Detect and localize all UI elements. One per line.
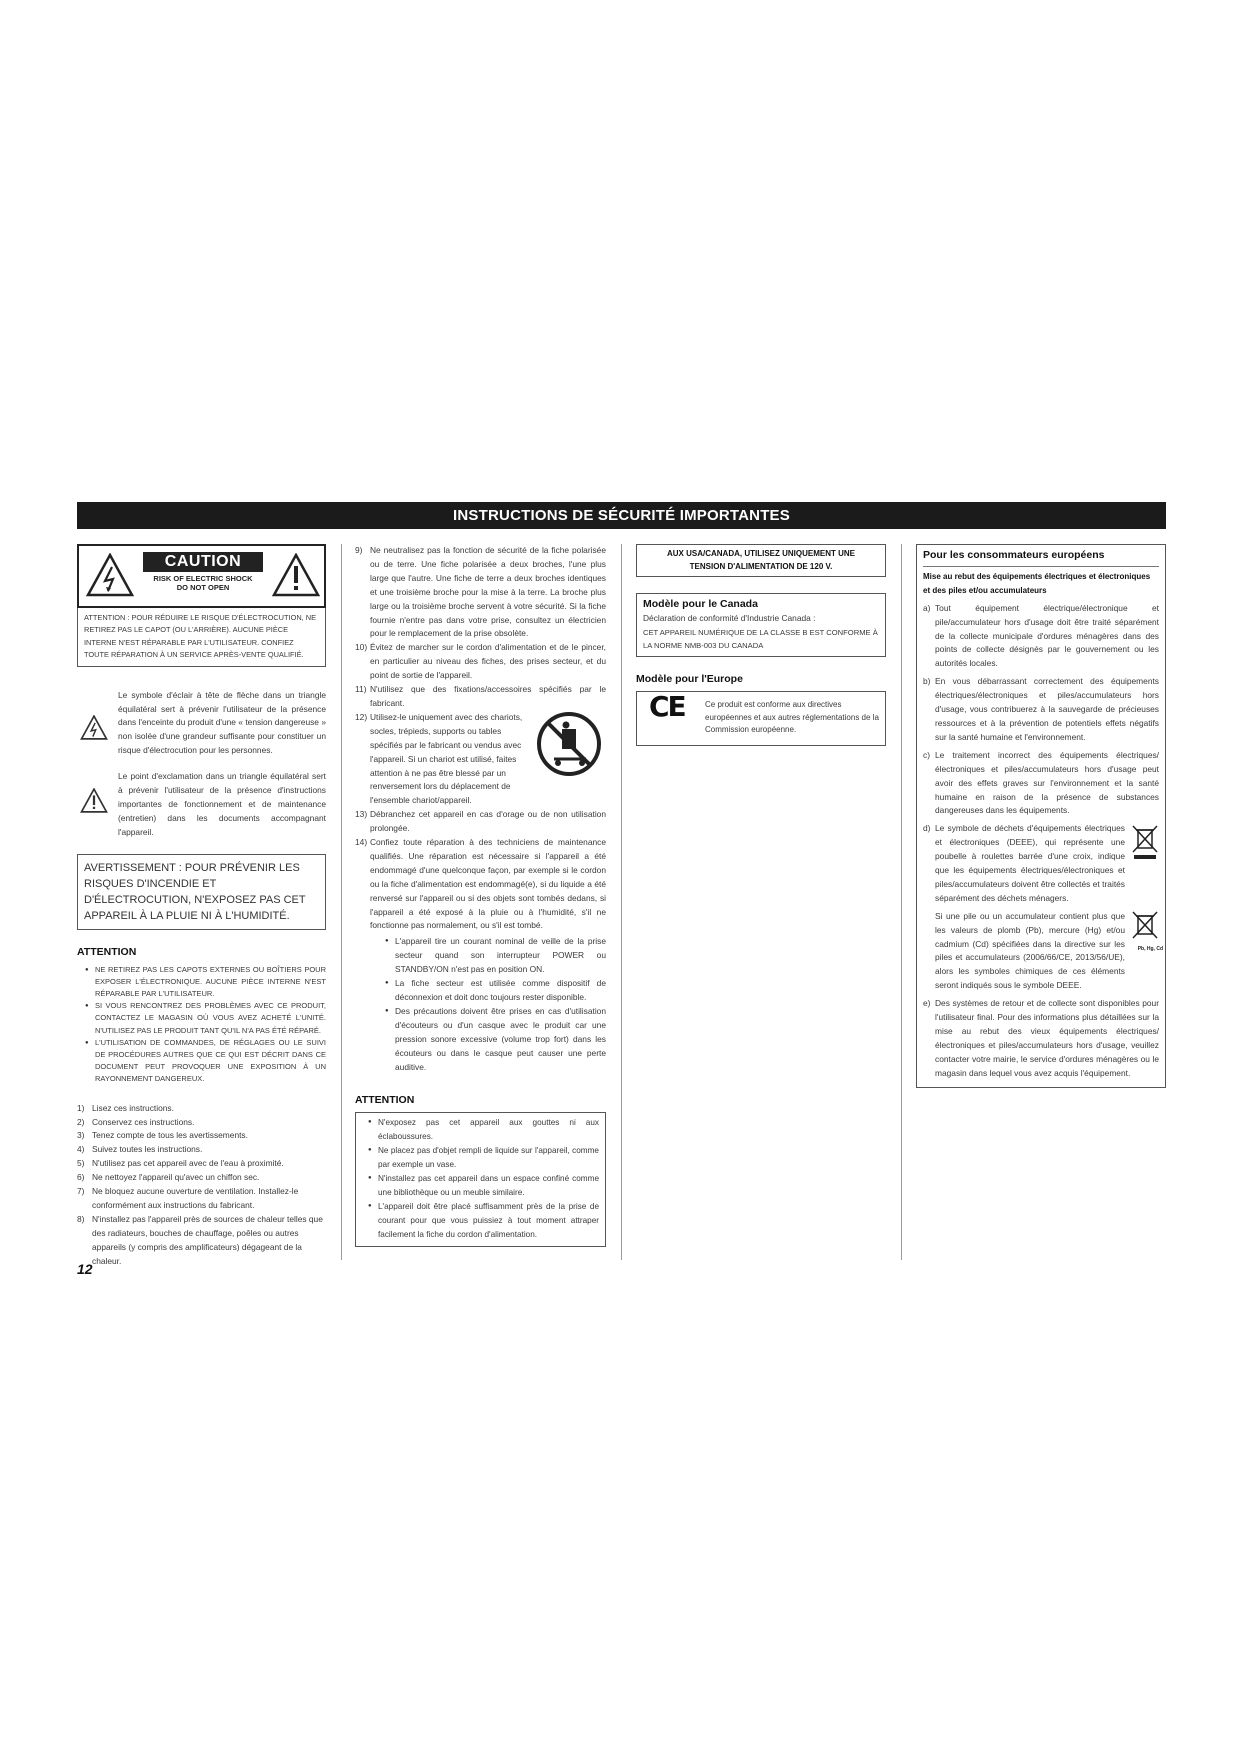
europe-title: Modèle pour l'Europe <box>636 672 743 685</box>
canada-box <box>636 593 886 657</box>
caution-line-1: RISK OF ELECTRIC SHOCK <box>153 574 253 583</box>
exclamation-explanation-text: Le point d'exclamation dans un triangle équilatéral sert à prévenir l'utilisateur de la présence d'instructions importantes de fonctionnement et de maintenance (entretien) dans les documents accompagnant l'appareil. <box>118 771 326 837</box>
europe-box <box>636 691 886 746</box>
disposal-item: e) Des systèmes de retour et de collecte sont disponibles pour l'utilisateur final. Pour des informations plus détaillées sur la mise au rebut des vieux équipements électriques/électroniques et piles/accumulateurs hors d'usage, veuillez contacter votre mairie, le service d'ordures ménagères ou le magasin dans lequel vous avez acquis l'équipement. <box>923 998 1159 1078</box>
instruction-item: 13) Débranchez cet appareil en cas d'orage ou de non utilisation prolongée. <box>355 809 606 834</box>
weee-battery-bin-icon <box>1131 910 1159 942</box>
attention-box <box>355 1112 606 1246</box>
lightning-triangle-icon <box>80 715 108 740</box>
column-divider <box>341 544 342 1260</box>
attention-item: ● NE RETIREZ PAS LES CAPOTS EXTERNES OU BOÎTIERS POUR EXPOSER L'ÉLECTRONIQUE. AUCUNE PIÈCE INTERNE N'EST RÉPARABLE PAR L'UTILISATEUR. <box>85 964 326 1001</box>
disposal-item: c) Le traitement incorrect des équipements électriques/électroniques et piles/accumulateurs hors d'usage peut avoir des effets graves sur l'environnement et la santé humaine en raison de la présence de substances dangereuses dans les équipements. <box>923 749 1159 816</box>
usa-voltage-box <box>636 544 886 577</box>
column-2 <box>355 544 606 1247</box>
exclamation-triangle-icon <box>80 788 108 813</box>
instruction-item: 4) Suivez toutes les instructions. <box>77 1144 203 1155</box>
warning-box: AVERTISSEMENT : POUR PRÉVENIR LES RISQUES D'INCENDIE ET D'ÉLECTROCUTION, N'EXPOSEZ PAS CET APPAREIL À LA PLUIE NI À L'HUMIDITÉ. <box>77 854 326 930</box>
bullet-item: ● Des précautions doivent être prises en cas d'utilisation d'écouteurs ou d'un casque avec le produit car une pression sonore excessive (volume trop fort) dans les écouteurs ou dans le casque peut causer une perte auditive. <box>385 1005 606 1075</box>
instruction-item: 7) Ne bloquez aucune ouverture de ventilation. Installez-le conformément aux instructions du fabricant. <box>77 1186 299 1210</box>
exclamation-explanation <box>77 770 326 840</box>
instruction-item: 3) Tenez compte de tous les avertissements. <box>77 1130 248 1141</box>
attention-item: ● L'appareil doit être placé suffisamment près de la prise de courant pour que vous puissiez à tout moment attraper facilement la fiche du cordon d'alimentation. <box>368 1200 599 1242</box>
instruction-item-cart: 12) Utilisez-le uniquement avec des chariots, socles, trépieds, supports ou tables spécifiés par le fabricant ou vendus avec l'appareil. Si un chariot est utilisé, faites attention à ne pas être blessé par un renversement lors du déplacement de l'ensemble chariot/appareil. <box>355 711 606 808</box>
disposal-item-battery: Si une pile ou un accumulateur contient plus que les valeurs de plomb (Pb), mercure (Hg) et/ou cadmium (Cd) spécifiées dans la directive sur les piles et accumulateurs (2006/66/CE, 2013/56/UE), alors les symboles chimiques de ces éléments seront indiqués sous le symbole DEEE. Pb, Hg, Cd <box>935 910 1163 991</box>
disposal-item-weee: d) Le symbole de déchets d'équipements électriques et électroniques (DEEE), qui représente une poubelle à roulettes barrée d'une croix, indique que les équipements électriques/électroniques et piles/accumulateurs doivent être collectés et traités séparément des déchets ménagers. <box>923 822 1159 905</box>
attention-item: ● SI VOUS RENCONTREZ DES PROBLÈMES AVEC CE PRODUIT, CONTACTEZ LE MAGASIN OÙ VOUS AVEZ ACHETÉ L'UNITÉ. N'UTILISEZ PAS LE PRODUIT TANT QU'IL N'A PAS ÉTÉ RÉPARÉ. <box>85 1000 326 1037</box>
disposal-item: a) Tout équipement électrique/électronique et pile/accumulateur hors d'usage doit être traité séparément de la collecte municipale d'ordures ménagères dans des points de collecte désignés par le gouvernement ou les autorités locales. <box>923 602 1159 669</box>
exclamation-triangle-icon <box>272 553 320 597</box>
attention-item: ● N'installez pas cet appareil dans un espace confiné comme une bibliothèque ou un meuble similaire. <box>368 1172 599 1200</box>
instruction-item: 2) Conservez ces instructions. <box>77 1116 195 1127</box>
eu-consumers-subtitle: Mise au rebut des équipements électriques et électroniques et des piles et/ou accumulateurs <box>923 571 1151 595</box>
instruction-item: 14) Confiez toute réparation à des techniciens de maintenance qualifiés. Une réparation est nécessaire si l'appareil a été endommagé d'une quelconque façon, par exemple si le cordon ou la fiche d'alimentation est endommagé(e), si du liquide a été renversé sur l'appareil ou si des objets sont tombés dedans, si l'appareil a été exposé à la pluie ou à l'humidité, s'il ne fonctionne pas normalement, ou s'il est tombé. <box>355 837 606 931</box>
chem-symbols-label: Pb, Hg, Cd <box>1137 945 1163 952</box>
europe-text: Ce produit est conforme aux directives européennes et aux autres réglementations de la Commission européenne. <box>705 699 879 735</box>
attention-item: ● Ne placez pas d'objet rempli de liquide sur l'appareil, comme par exemple un vase. <box>368 1144 599 1172</box>
caution-label <box>77 544 326 608</box>
attention-item: ● L'UTILISATION DE COMMANDES, DE RÉGLAGES OU LE SUIVI DE PROCÉDURES AUTRES QUE CE QUI EST DÉCRIT DANS CE DOCUMENT PEUT PROVOQUER UNE EXPOSITION À UN RAYONNEMENT DANGEREUX. <box>85 1037 326 1086</box>
column-1 <box>77 544 326 1269</box>
instruction-item: 10) Évitez de marcher sur le cordon d'alimentation et de le pincer, en particulier au niveau des fiches, des prises secteur, et du point de sortie de l'appareil. <box>355 642 606 681</box>
canada-title: Modèle pour le Canada <box>643 598 758 610</box>
cart-warning-icon <box>536 711 602 777</box>
disposal-item: b) En vous débarrassant correctement des équipements électriques/électroniques et piles/accumulateurs hors d'usage, vous contribuerez à la sauvegarde de précieuses ressources et à la prévention de potentiels effets négatifs sur la santé humaine et l'environnement. <box>923 676 1159 742</box>
canada-conformity: CET APPAREIL NUMÉRIQUE DE LA CLASSE B EST CONFORME À LA NORME NMB-003 DU CANADA <box>643 627 878 650</box>
ce-mark-icon: CE <box>649 689 685 723</box>
page-number: 12 <box>77 1261 93 1277</box>
canada-declaration: Déclaration de conformité d'Industrie Canada : <box>643 612 816 623</box>
column-3 <box>636 544 886 746</box>
attention-heading: ATTENTION <box>355 1094 415 1107</box>
lightning-explanation-text: Le symbole d'éclair à tête de flèche dans un triangle équilatéral sert à prévenir l'utilisateur de la présence dans l'enceinte du produit d'une « tension dangereuse » non isolée d'une grandeur suffisante pour constituer un risque d'électrocution pour les personnes. <box>118 689 326 756</box>
bullet-item: ● L'appareil tire un courant nominal de veille de la prise secteur quand son interrupteur POWER ou STANDBY/ON n'est pas en position ON. <box>385 935 606 977</box>
caution-word: CAUTION <box>143 552 263 572</box>
bullet-item: ● La fiche secteur est utilisée comme dispositif de déconnexion et doit donc toujours rester disponible. <box>385 977 606 1005</box>
instruction-item: 6) Ne nettoyez l'appareil qu'avec un chiffon sec. <box>77 1172 260 1183</box>
eu-consumers-box <box>916 544 1166 1088</box>
instruction-item: 9) Ne neutralisez pas la fonction de sécurité de la fiche polarisée ou de terre. Une fiche polarisée a deux broches, l'une plus large que l'autre. Une fiche de terre a deux broches identiques et une troisième broche pour la mise à la terre. La broche plus large ou la troisième broche servent à votre sécurité. Si la fiche fournie n'entre pas dans votre prise, consultez un électricien pour le remplacement de la prise obsolète. <box>355 545 606 639</box>
column-divider <box>901 544 902 1260</box>
column-4 <box>916 544 1166 1088</box>
weee-bin-icon <box>1131 824 1159 860</box>
caution-line-2: DO NOT OPEN <box>176 583 230 592</box>
instruction-item: 5) N'utilisez pas cet appareil avec de l'eau à proximité. <box>77 1158 284 1169</box>
instruction-item: 11) N'utilisez que des fixations/accessoires spécifiés par le fabricant. <box>355 684 606 708</box>
attention-item: ● N'exposez pas cet appareil aux gouttes ni aux éclaboussures. <box>368 1116 599 1144</box>
lightning-triangle-icon <box>86 553 134 597</box>
caution-text: ATTENTION : POUR RÉDUIRE LE RISQUE D'ÉLECTROCUTION, NE RETIREZ PAS LE CAPOT (OU L'ARRIÈRE). AUCUNE PIÈCE INTERNE N'EST RÉPARABLE PAR L'UTILISATEUR. CONFIEZ TOUTE RÉPARATION À UN SERVICE APRÈS-VENTE QUALIFIÉ. <box>77 608 326 667</box>
usa-voltage-text: AUX USA/CANADA, UTILISEZ UNIQUEMENT UNE TENSION D'ALIMENTATION DE 120 V. <box>666 549 855 571</box>
attention-heading: ATTENTION <box>77 945 137 958</box>
instruction-item: 1) Lisez ces instructions. <box>77 1102 174 1113</box>
lightning-explanation <box>77 689 326 759</box>
column-divider <box>621 544 622 1260</box>
instruction-item: 8) N'installez pas l'appareil près de sources de chaleur telles que des radiateurs, bouches de chauffage, poêles ou autres appareils (y compris des amplificateurs) dégageant de la chaleur. <box>77 1213 323 1266</box>
eu-consumers-title: Pour les consommateurs européens <box>923 549 1105 561</box>
page-banner: INSTRUCTIONS DE SÉCURITÉ IMPORTANTES <box>77 502 1166 529</box>
